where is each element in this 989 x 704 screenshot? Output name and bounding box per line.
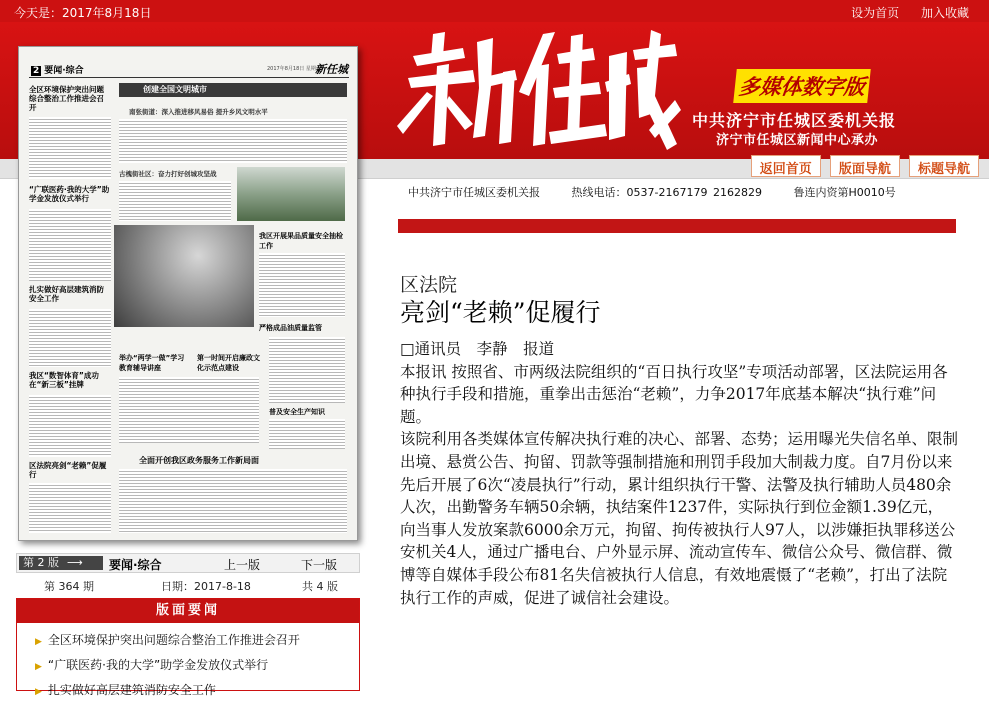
page-name: 要闻·综合 (109, 558, 162, 572)
thumb-text-block (29, 209, 111, 281)
triangle-bullet-icon: ▶ (35, 662, 42, 672)
thumb-photo (237, 167, 345, 221)
return-home-button[interactable]: 返回首页 (751, 155, 821, 177)
thumb-article-head[interactable]: 我区“数智体育”成功在“新三板”挂牌 (29, 371, 99, 389)
title-nav-button[interactable]: 标题导航 (909, 155, 979, 177)
organ-name: 中共济宁市任城区委机关报 (692, 111, 897, 130)
thumb-text-block (269, 419, 345, 449)
issue-meta (16, 576, 360, 594)
thumb-text-block (119, 181, 231, 221)
prev-page-link[interactable]: 上一版 (224, 558, 261, 572)
thumb-page-tag: 2 要闻·综合 (33, 66, 84, 76)
thumb-article-head[interactable]: 扎实做好高层建筑消防安全工作 (29, 285, 104, 303)
article-paragraph: 本报讯 按照省、市两级法院组织的“百日执行攻坚”专项活动部署，区法院运用各种执行手段和措施，重拳出击惩治“老赖”，力争2017年底基本解决“执行难”问题。 (400, 362, 948, 426)
add-favorite-link[interactable]: 加入收藏 (920, 6, 969, 20)
thumb-rule (29, 77, 349, 78)
thumb-subhead[interactable]: 古槐街社区：奋力打好创城攻坚战 (119, 170, 217, 178)
top-bar (0, 0, 989, 22)
current-date: 今天是：2017年8月18日 (14, 6, 152, 20)
thumb-photo (114, 225, 254, 327)
thumb-article-head[interactable]: “广联医药·我的大学”助学金发放仪式举行 (29, 185, 110, 203)
thumb-subhead[interactable]: 全面开创我区政务服务工作新局面 (139, 456, 259, 465)
thumb-logo: 新任城 (315, 63, 348, 76)
thumb-subhead[interactable]: 举办“两学一做”学习教育辅导讲座 (119, 354, 185, 372)
info-line (408, 184, 922, 200)
triangle-bullet-icon: ▶ (35, 687, 42, 697)
thumb-banner[interactable]: 创建全国文明城市 (119, 83, 347, 97)
thumb-subhead[interactable]: 我区开展果品质量安全抽检工作 (259, 232, 343, 250)
info-organ: 中共济宁市任城区委机关报 (408, 186, 540, 199)
article-kicker: 区法院 (400, 274, 458, 296)
top-links (833, 4, 969, 21)
thumb-text-block (119, 469, 347, 533)
thumb-subhead[interactable]: 南张街道：深入推进移风易俗 提升乡风文明水平 (129, 108, 268, 116)
sponsor-name: 济宁市任城区新闻中心承办 (716, 133, 879, 148)
thumb-text-block (259, 253, 345, 317)
total-pages: 共 4 版 (302, 580, 338, 593)
article-headline: 亮剑“老赖”促履行 (400, 298, 601, 327)
page-switch-bar (16, 553, 360, 573)
digital-edition-badge: 多媒体数字版 (733, 69, 871, 103)
next-page-link[interactable]: 下一版 (301, 558, 338, 572)
thumb-text-block (119, 119, 347, 163)
article-paragraph: 该院利用各类媒体宣传解决执行难的决心、部署、态势；运用曝光失信名单、限制出境、悬赏公告、拘留、罚款等强制措施和刑罚手段加大制裁力度。自7月份以来先后开展了6次“凌晨执行”行动，累计组织执行干警、法警及执行辅助人员480余人次，出勤警务车辆50余辆，执结案件1237件，实际执行到位金额1.39亿元，向当事人发放案款6000余万元，拘留、拘传被执行人97人，以涉嫌拒执罪移送公安机关4人，通过广播电台、户外显示屏、流动宣传车、微信公众号、微信群、微博等自媒体手段公布81名失信被执行人信息，有效地震慑了“老赖”，打出了法院执行工作的声威，促进了诚信社会建设。 (400, 430, 959, 607)
headlines-title: 版面要闻 (17, 599, 359, 623)
article-top-bar (398, 219, 956, 233)
thumb-subhead[interactable]: 第一时间开启廉政文化示范点建设 (197, 354, 260, 372)
thumb-text-block (119, 377, 259, 443)
page-thumbnail[interactable] (18, 46, 358, 541)
headline-item[interactable]: ▶ 全区环境保护突出问题综合整治工作推进会召开 (35, 633, 300, 647)
headline-item[interactable]: ▶ 扎实做好高层建筑消防安全工作 (35, 683, 216, 697)
article-body (400, 338, 958, 609)
nav-buttons (747, 155, 979, 177)
arrow-right-icon: ⟶ (67, 556, 83, 569)
issue-number: 第 364 期 (44, 580, 94, 593)
thumb-text-block (29, 309, 111, 367)
thumb-article-head[interactable]: 区法院亮剑“老赖”促履行 (29, 461, 107, 479)
layout-nav-button[interactable]: 版面导航 (830, 155, 900, 177)
thumb-text-block (269, 337, 345, 403)
info-license: 鲁连内资第H0010号 (793, 186, 896, 199)
thumb-text-block (29, 117, 111, 179)
headlines-list (17, 623, 359, 704)
page-number-tag: 第 2 版 ⟶ (19, 556, 103, 570)
thumb-article-head[interactable]: 全区环境保护突出问题综合整治工作推进会召开 (29, 85, 104, 112)
set-homepage-link[interactable]: 设为首页 (851, 6, 900, 20)
thumb-subhead[interactable]: 普及安全生产知识 (269, 408, 325, 416)
page-headlines-box (16, 598, 360, 697)
newspaper-logo (393, 26, 683, 154)
thumb-subhead[interactable]: 严格成品油质量监管 (259, 324, 322, 332)
article-byline: □通讯员 李静 报道 (400, 340, 555, 358)
info-hotline: 热线电话：0537-2167179 2162829 (571, 186, 762, 199)
thumb-text-block (29, 395, 111, 457)
thumb-date: 2017年8月18日 星期五 (267, 66, 321, 72)
thumb-text-block (29, 483, 111, 533)
issue-date: 日期：2017-8-18 (161, 580, 251, 593)
headline-item[interactable]: ▶ “广联医药·我的大学”助学金发放仪式举行 (35, 658, 269, 672)
triangle-bullet-icon: ▶ (35, 637, 42, 647)
